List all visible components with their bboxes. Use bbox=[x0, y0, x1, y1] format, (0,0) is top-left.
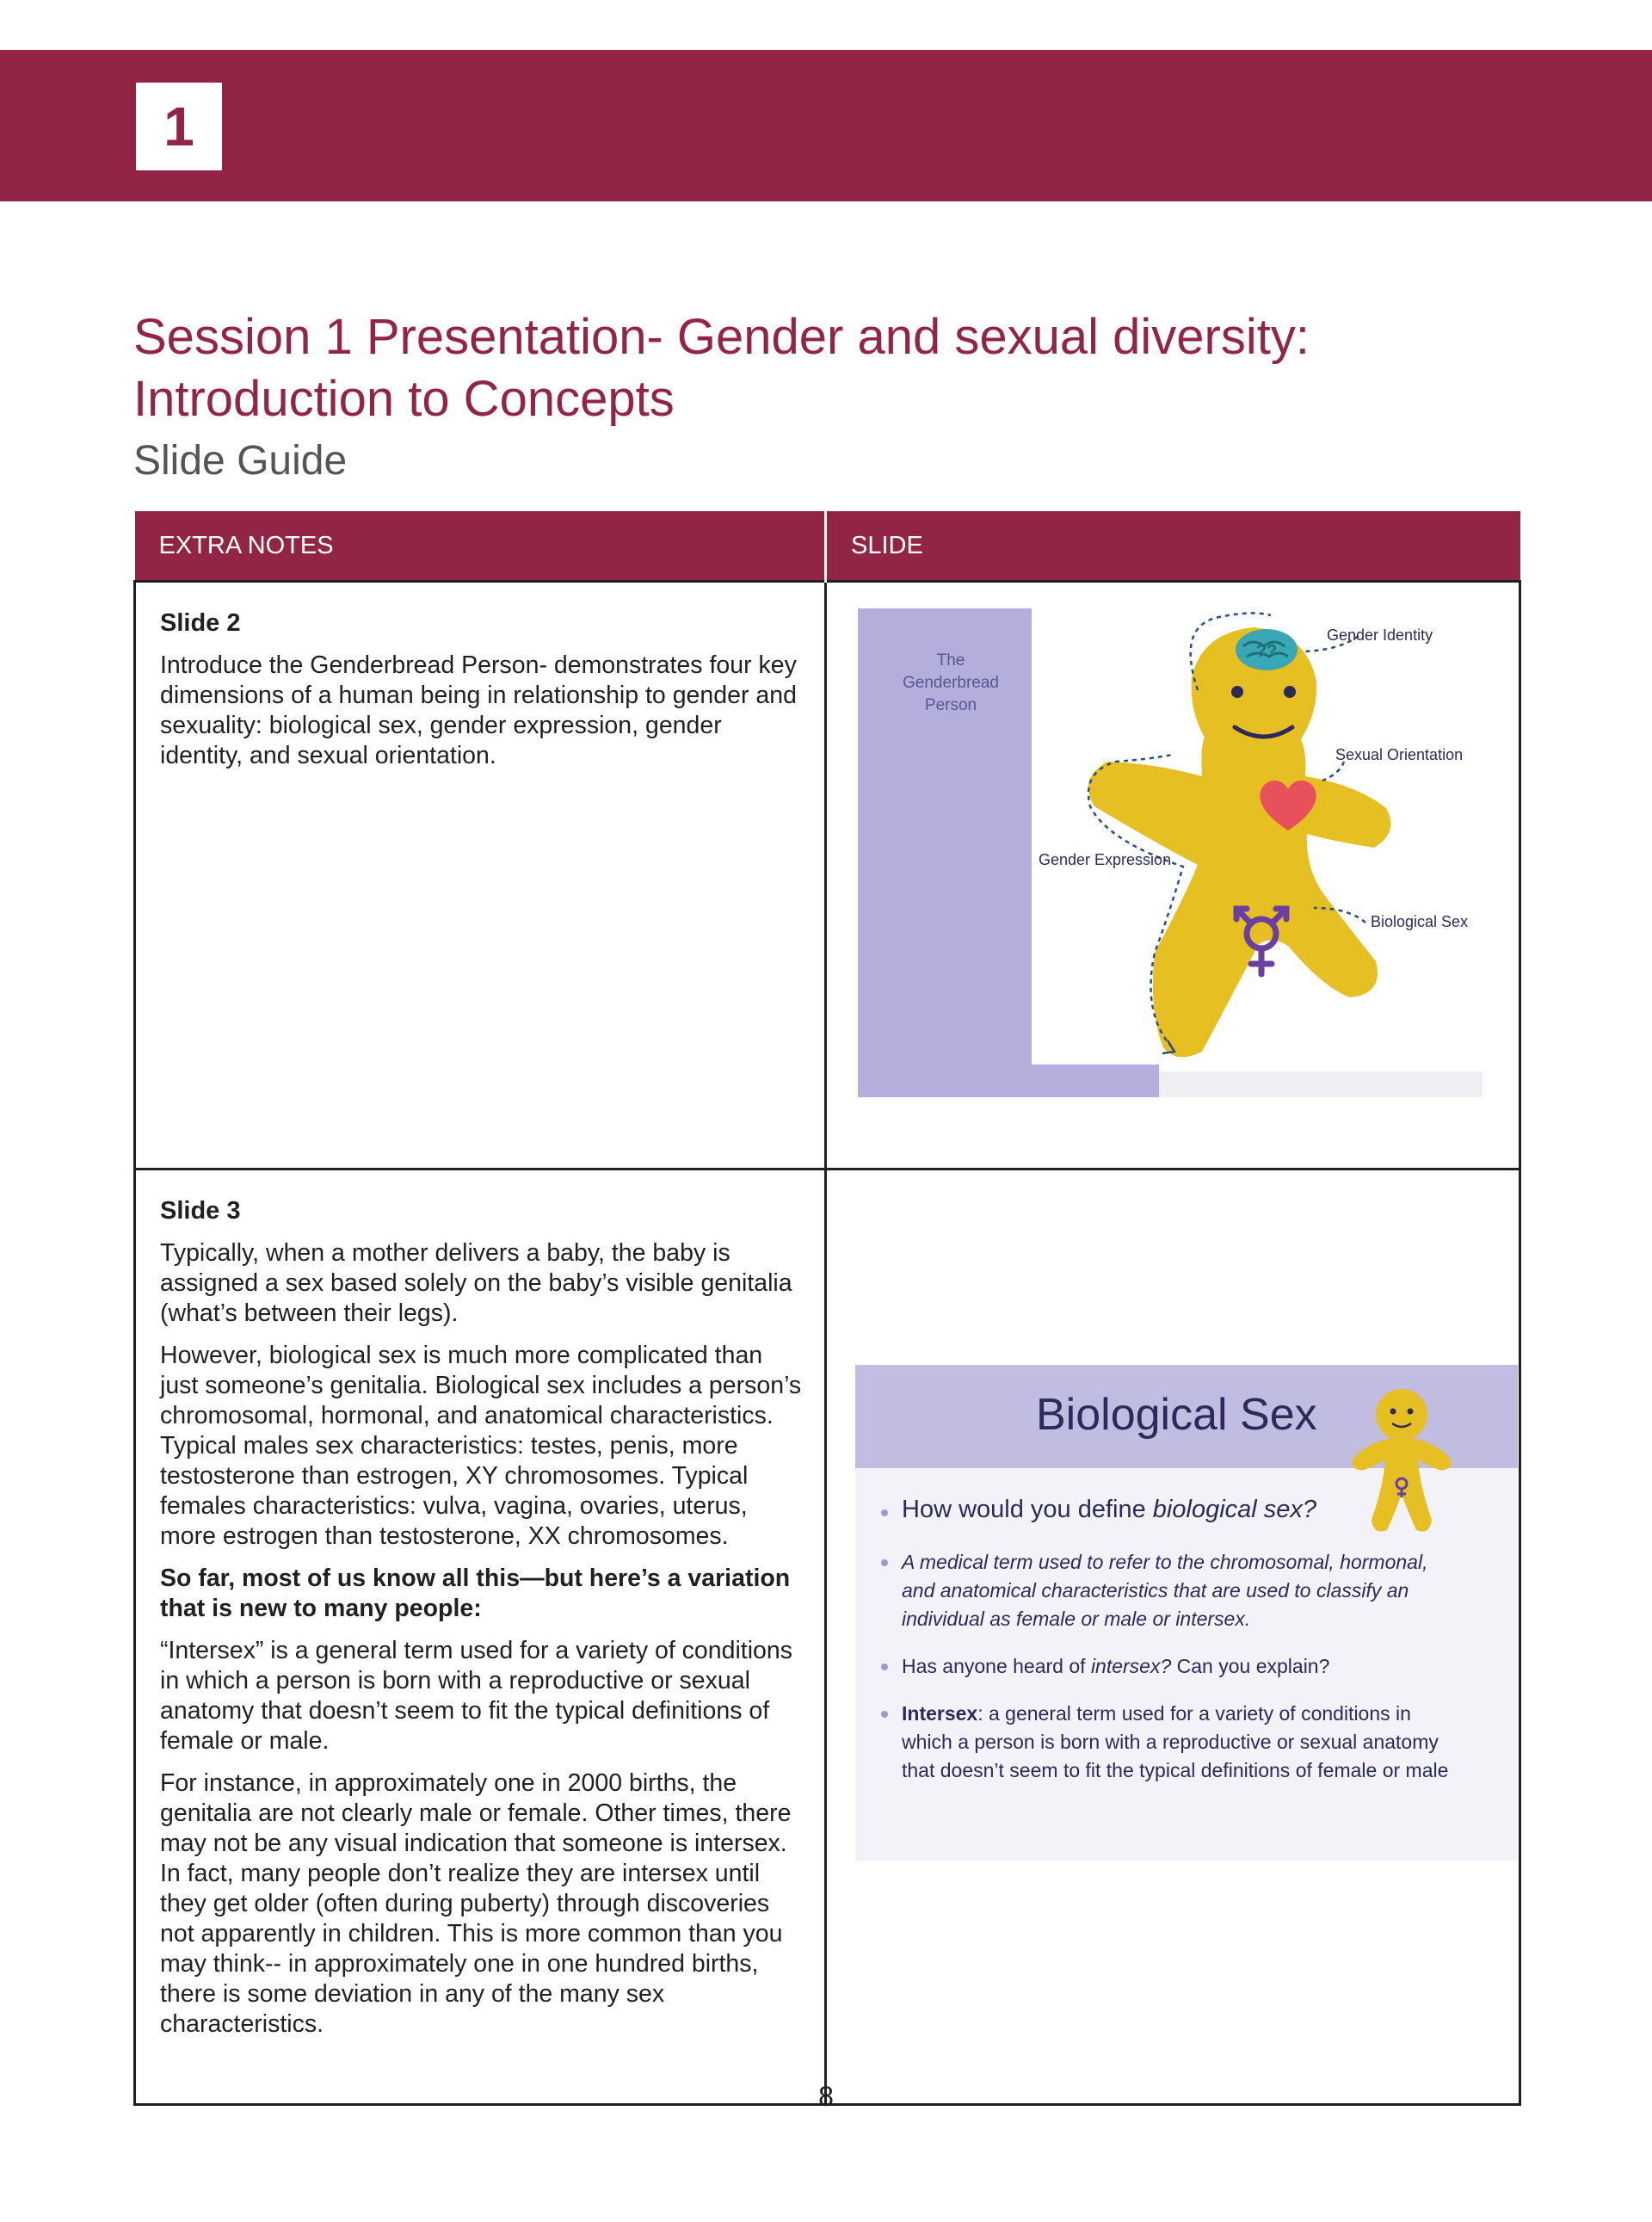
notes-paragraph: For instance, in approximately one in 2000 births, the genitalia are not clearly male or female. Other times, there may not be any visual indication that someone is intersex. In fact, many people don’t realize they are intersex until they get older (often during puberty) through discoveries not apparently in children. This is more common than you may think-- in approximately one in one hundred births, there is some deviation in any of the many sex characteristics. bbox=[160, 1769, 792, 2038]
left-eye-icon bbox=[1231, 686, 1243, 698]
notes-cell-slide-3 bbox=[135, 1170, 826, 2105]
panel-text-line-1: The bbox=[936, 651, 965, 670]
brain-question-marks: ?? bbox=[1255, 642, 1278, 661]
header-banner bbox=[0, 50, 1652, 201]
chapter-number: 1 bbox=[163, 96, 194, 157]
notes-paragraph-bold: So far, most of us know all this—but here’s a variation that is new to many people: bbox=[160, 1565, 791, 1622]
biological-sex-slide bbox=[855, 1365, 1518, 1861]
right-eye-icon bbox=[1284, 686, 1296, 698]
table-header-row bbox=[135, 511, 1520, 582]
page-title: Session 1 Presentation- Gender and sexual diversity: Introduction to Concepts bbox=[133, 309, 1310, 427]
label-gender-expression: Gender Expression bbox=[1039, 851, 1172, 868]
bullet-text-italic: intersex? bbox=[1090, 1655, 1172, 1677]
table-row bbox=[135, 582, 1520, 1170]
bullet-question-define bbox=[879, 1496, 1464, 1524]
bullet-text: Has anyone heard of bbox=[902, 1655, 1091, 1677]
bullet-text: Can you explain? bbox=[1171, 1655, 1330, 1677]
slide-label: Slide 3 bbox=[160, 1197, 241, 1225]
notes-paragraph: Introduce the Genderbread Person- demonstrates four key dimensions of a human being in relationship to gender and sexuality: biological sex, gender expression, gender identity, and sexual orientation. bbox=[160, 651, 797, 769]
label-gender-identity: Gender Identity bbox=[1327, 626, 1433, 644]
slide-guide-table bbox=[133, 511, 1521, 2106]
slide-bottom-band bbox=[858, 1065, 1159, 1097]
bullet-text-italic: biological sex? bbox=[1152, 1496, 1317, 1523]
table-row bbox=[135, 1170, 1520, 2105]
slide-cell-slide-3 bbox=[826, 1170, 1520, 2105]
label-sexual-orientation: Sexual Orientation bbox=[1335, 746, 1464, 763]
bullet-text: How would you define bbox=[902, 1496, 1153, 1523]
bullet-text: : a general term used for a variety of conditions in which a person is born with a reproductive or sexual anatomy that doesn’t seem to fit the typical definitions of female or male bbox=[902, 1702, 1449, 1781]
slide-bullet-list bbox=[879, 1496, 1464, 1804]
column-header-slide: SLIDE bbox=[826, 511, 1520, 582]
brain-icon bbox=[1236, 629, 1298, 670]
notes-paragraph: “Intersex” is a general term used for a variety of conditions in which a person is born with a reproductive or sexual anatomy that doesn’t seem to fit the typical definitions of female or male. bbox=[160, 1637, 793, 1755]
label-biological-sex: Biological Sex bbox=[1371, 913, 1469, 930]
bullet-intersex-definition bbox=[879, 1700, 1464, 1785]
panel-text-line-2: Genderbread bbox=[903, 674, 999, 692]
slide-cell-slide-2 bbox=[826, 582, 1520, 1170]
column-header-extra-notes: EXTRA NOTES bbox=[135, 511, 826, 582]
bullet-term: Intersex bbox=[902, 1702, 978, 1725]
notes-paragraph: However, biological sex is much more complicated than just someone’s genitalia. Biological sex includes a person’s chromosomal, hormonal, and anatomical characteristics. Typical males sex characteristics: testes, penis, more testosterone than estrogen, XY chromosomes. Typical females characteristics: vulva, vagina, ovaries, uterus, more estrogen than testosterone, XX chromosomes. bbox=[160, 1342, 802, 1550]
notes-paragraph: Typically, when a mother delivers a baby, the baby is assigned a sex based solely on the baby’s visible genitalia (what’s between their legs). bbox=[160, 1239, 792, 1327]
chapter-number-badge bbox=[136, 83, 222, 170]
notes-cell-slide-2 bbox=[135, 582, 826, 1170]
genderbread-person-slide bbox=[858, 608, 1482, 1097]
page-subtitle: Slide Guide bbox=[133, 438, 348, 484]
slide-title: Biological Sex bbox=[1036, 1390, 1317, 1440]
bullet-definition: A medical term used to refer to the chromosomal, hormonal, and anatomical characteristics that are used to classify an individual as female or male or intersex. bbox=[879, 1548, 1464, 1633]
page-number: 8 bbox=[818, 2081, 834, 2112]
bullet-question-intersex bbox=[879, 1652, 1464, 1681]
slide-bottom-band-light bbox=[1159, 1071, 1482, 1097]
slide-label: Slide 2 bbox=[160, 609, 241, 637]
panel-text-line-3: Person bbox=[924, 696, 977, 714]
